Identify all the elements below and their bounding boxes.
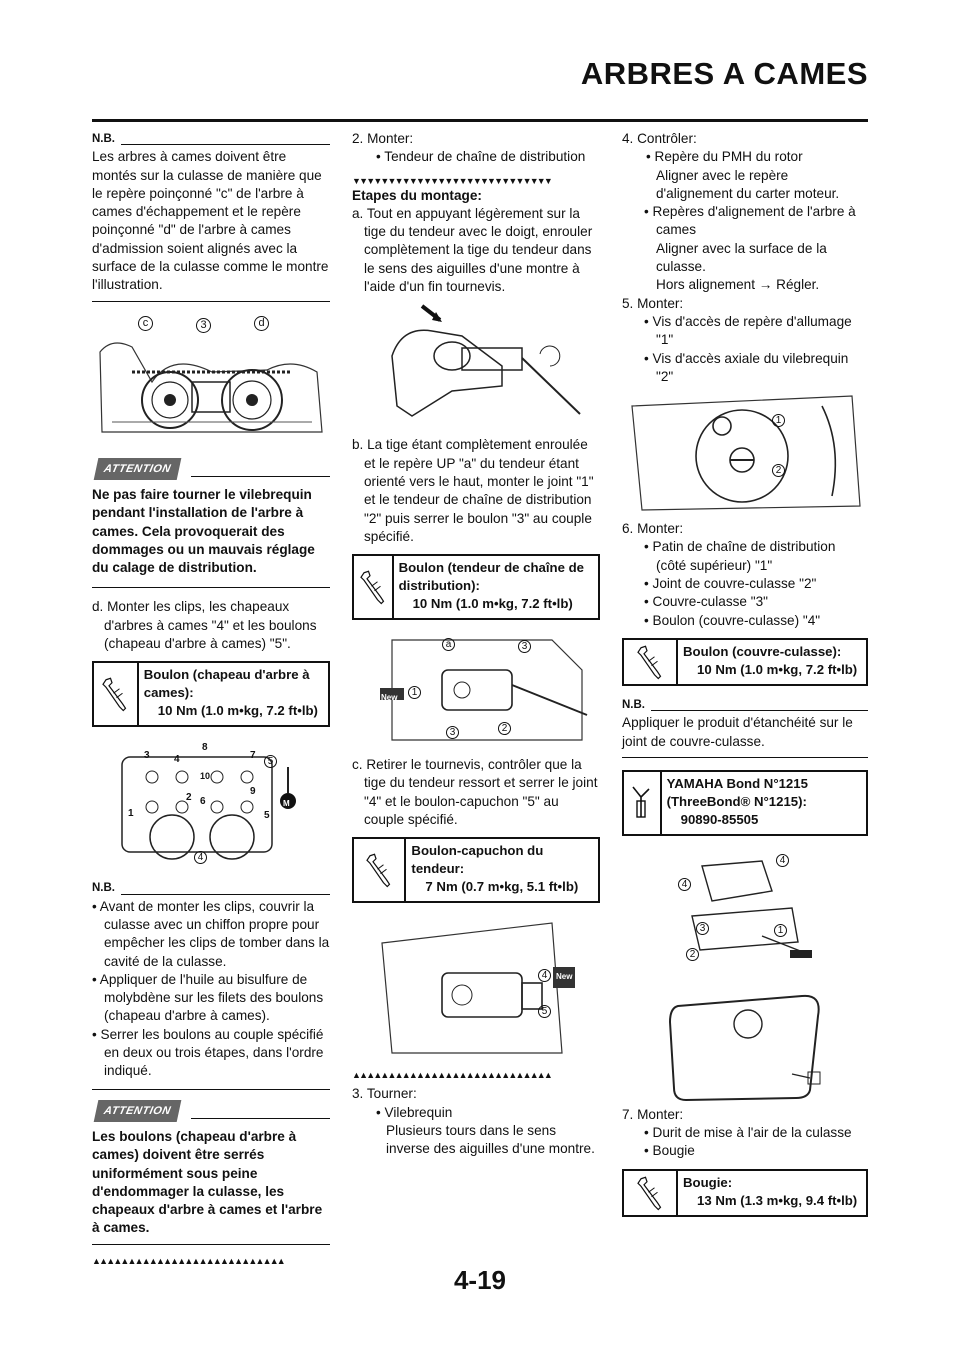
torque-box — [622, 1169, 868, 1217]
step-6-item: • Joint de couvre-culasse "2" — [644, 576, 817, 592]
cylinder-head-cover-figure — [622, 846, 868, 1106]
callout-2: 2 — [686, 948, 699, 961]
step-d: d. Monter les clips, les chapeaux d'arbres à cames "4" et les boulons (chapeau d'arbre à cames) "5". — [92, 599, 317, 652]
callout-1: 1 — [774, 924, 787, 937]
torque-value: 7 Nm (0.7 m•kg, 5.1 ft•lb) — [425, 879, 579, 895]
step-4-note: Aligner avec le repère d'alignement du carter moteur. — [656, 167, 840, 201]
cap-bolt-figure — [352, 913, 600, 1063]
seq-2: 2 — [186, 792, 192, 804]
seq-5: 5 — [264, 810, 270, 822]
column-2 — [352, 130, 600, 1159]
tightening-sequence-figure — [92, 737, 330, 877]
step-4-note: Hors alignement → Régler. — [656, 277, 820, 293]
callout-d: d — [254, 316, 269, 331]
step-6-item: • Boulon (couvre-culasse) "4" — [644, 612, 821, 628]
attention-text: Ne pas faire tourner le vilebrequin pendant l'installation de l'arbre à cames. Cela provoquerait des dommages ou un mauvais réglage du calage de distribution. — [92, 486, 315, 576]
step-7: 7. Monter: — [622, 1106, 684, 1122]
start-of-steps-marker: ▼▼▼▼▼▼▼▼▼▼▼▼▼▼▼▼▼▼▼▼▼▼▼▼▼▼▼▼ — [352, 175, 552, 186]
nb-text: Appliquer le produit d'étanchéité sur le joint de couvre-culasse. — [622, 715, 853, 749]
torque-value: 10 Nm (1.0 m•kg, 7.2 ft•lb) — [697, 661, 858, 677]
divider — [92, 1244, 330, 1245]
callout-4: 4 — [678, 878, 691, 891]
seq-6: 6 — [200, 796, 206, 808]
torque-value: 13 Nm (1.3 m•kg, 9.4 ft•lb) — [697, 1192, 858, 1208]
callout-3b: 3 — [446, 726, 459, 739]
tensioner-install-figure — [352, 630, 600, 756]
torque-wrench-icon — [94, 663, 139, 725]
step-2-item: • Tendeur de chaîne de distribution — [376, 149, 586, 165]
sealant-tube-icon — [624, 772, 662, 834]
nb-heading: N.B. — [92, 130, 330, 148]
step-4: 4. Contrôler: — [622, 131, 697, 146]
step-4-item: • Repères d'alignement de l'arbre à cames — [644, 204, 856, 238]
seq-10: 10 — [200, 771, 211, 782]
new-badge: New — [381, 693, 398, 703]
callout-a: a — [442, 638, 455, 651]
seq-9: 9 — [250, 786, 256, 798]
step-6: 6. Monter: — [622, 521, 684, 537]
torque-box — [622, 638, 868, 686]
nb-heading: N.B. — [92, 879, 330, 897]
callout-2: 2 — [772, 464, 785, 477]
sealant-value: 90890-85505 — [680, 811, 759, 827]
nb-item: • Serrer les boulons au couple spécifié en deux ou trois étapes, dans l'ordre indiqué. — [92, 1026, 324, 1079]
header-rule — [92, 119, 868, 122]
step-b: b. La tige étant complètement enroulée et le repère UP "a" du tendeur étant orienté vers le haut, monter le joint "1" et le tendeur de chaîne de distribution "2" puis serrer le boulon "3" au couple spécifié. — [352, 437, 594, 544]
seq-3: 3 — [144, 750, 150, 762]
step-2: 2. Monter: — [352, 131, 414, 146]
torque-title: Boulon (couvre-culasse): — [683, 643, 842, 659]
sealant-title: YAMAHA Bond N°1215 (ThreeBond® N°1215): — [666, 775, 808, 809]
attention-text: Les boulons (chapeau d'arbre à cames) doivent être serrés uniformément sous peine d'endommager la culasse, les chapeaux d'arbre à cames et l'arbre à cames. — [92, 1128, 323, 1236]
nb-item: • Appliquer de l'huile au bisulfure de molybdène sur les filets des boulons (chapeau d'arbre à cames). — [92, 971, 324, 1024]
step-3: 3. Tourner: — [352, 1086, 417, 1102]
step-5-item: • Vis d'accès axiale du vilebrequin "2" — [644, 350, 849, 384]
attention-heading: ATTENTION — [92, 458, 330, 480]
callout-c: c — [138, 316, 153, 331]
step-7-item: • Bougie — [644, 1143, 695, 1159]
new-badge: New — [553, 967, 575, 987]
torque-title: Bougie: — [683, 1174, 733, 1190]
step-5-item: • Vis d'accès de repère d'allumage "1" — [644, 313, 852, 348]
nb-text: Les arbres à cames doivent être montés sur la culasse de manière que le repère poinçonné "c" de l'arbre à cames d'échappement et le repère poinçonné "d" de l'arbre à cames d'admission soient alignés avec la surface de la culasse comme le montre l'illustration. — [92, 149, 329, 293]
callout-3: 3 — [696, 922, 709, 935]
nb-heading: N.B. — [622, 696, 868, 714]
torque-wrench-icon — [624, 1171, 678, 1215]
callout-1: 1 — [408, 686, 421, 699]
step-4-note: Aligner avec la surface de la culasse. — [656, 240, 827, 275]
seq-8: 8 — [202, 742, 208, 754]
step-7-item: • Durit de mise à l'air de la culasse — [644, 1125, 852, 1141]
seq-7: 7 — [250, 750, 256, 762]
column-3 — [622, 130, 868, 1227]
torque-title: Boulon-capuchon du tendeur: — [411, 843, 544, 877]
torque-wrench-icon — [354, 839, 406, 901]
torque-box — [352, 837, 600, 903]
attention-heading: ATTENTION — [92, 1100, 330, 1122]
step-6-item: • Couvre-culasse "3" — [644, 594, 768, 610]
torque-wrench-icon — [624, 640, 678, 684]
callout-5: 5 — [264, 755, 277, 768]
step-3-item: • Vilebrequin — [376, 1104, 453, 1120]
camshaft-alignment-figure — [92, 312, 330, 452]
divider — [92, 301, 330, 302]
step-c: c. Retirer le tournevis, contrôler que la tige du tendeur ressort et serrer le joint "4" et le boulon-capuchon "5" au couple spécifié. — [352, 757, 598, 828]
callout-5: 5 — [538, 1005, 551, 1018]
torque-box — [92, 661, 330, 727]
callout-4b: 4 — [776, 854, 789, 867]
torque-title: Boulon (chapeau d'arbre à cames): — [143, 667, 310, 701]
step-6-item: • Patin de chaîne de distribution (côté supérieur) "1" — [644, 539, 836, 573]
torque-box — [352, 554, 600, 620]
callout-1: 1 — [772, 414, 785, 427]
end-of-steps-marker: ▲▲▲▲▲▲▲▲▲▲▲▲▲▲▲▲▲▲▲▲▲▲▲▲▲▲▲ — [92, 1255, 284, 1266]
callout-3: 3 — [196, 318, 211, 333]
tensioner-rod-figure — [352, 296, 600, 436]
divider — [92, 1089, 330, 1090]
step-5: 5. Monter: — [622, 295, 684, 311]
sealant-box — [622, 770, 868, 836]
torque-value: 10 Nm (1.0 m•kg, 7.2 ft•lb) — [157, 703, 318, 719]
divider — [92, 587, 330, 588]
torque-title: Boulon (tendeur de chaîne de distribution): — [398, 560, 584, 594]
torque-value: 10 Nm (1.0 m•kg, 7.2 ft•lb) — [412, 596, 573, 612]
step-3-note: Plusieurs tours dans le sens inverse des aiguilles d'une montre. — [386, 1122, 595, 1157]
torque-wrench-icon — [354, 556, 394, 618]
nb-item: • Avant de monter les clips, couvrir la culasse avec un chiffon propre pour empêcher les clips de tomber dans la cavité de la culasse. — [92, 898, 330, 969]
callout-4: 4 — [194, 851, 207, 864]
column-1 — [92, 130, 330, 1267]
access-screws-figure — [622, 386, 868, 520]
step-4-item: • Repère du PMH du rotor — [646, 149, 803, 165]
seq-1: 1 — [128, 808, 134, 820]
seq-4: 4 — [174, 754, 180, 766]
moly-oil-icon: M — [283, 799, 290, 809]
step-a: a. Tout en appuyant légèrement sur la tige du tendeur avec le doigt, enrouler complètement la tige du tendeur dans le sens des aiguilles d'une montre à l'aide d'un fin tournevis. — [352, 205, 593, 295]
callout-2: 2 — [498, 722, 511, 735]
callout-4: 4 — [538, 969, 551, 982]
end-of-steps-marker: ▲▲▲▲▲▲▲▲▲▲▲▲▲▲▲▲▲▲▲▲▲▲▲▲▲▲▲▲ — [352, 1070, 552, 1081]
page-number: 4-19 — [453, 1265, 507, 1295]
callout-3: 3 — [518, 640, 531, 653]
steps-title: Etapes du montage: — [352, 187, 482, 203]
page-title: ARBRES A CAMES — [580, 56, 868, 91]
divider — [622, 757, 868, 758]
